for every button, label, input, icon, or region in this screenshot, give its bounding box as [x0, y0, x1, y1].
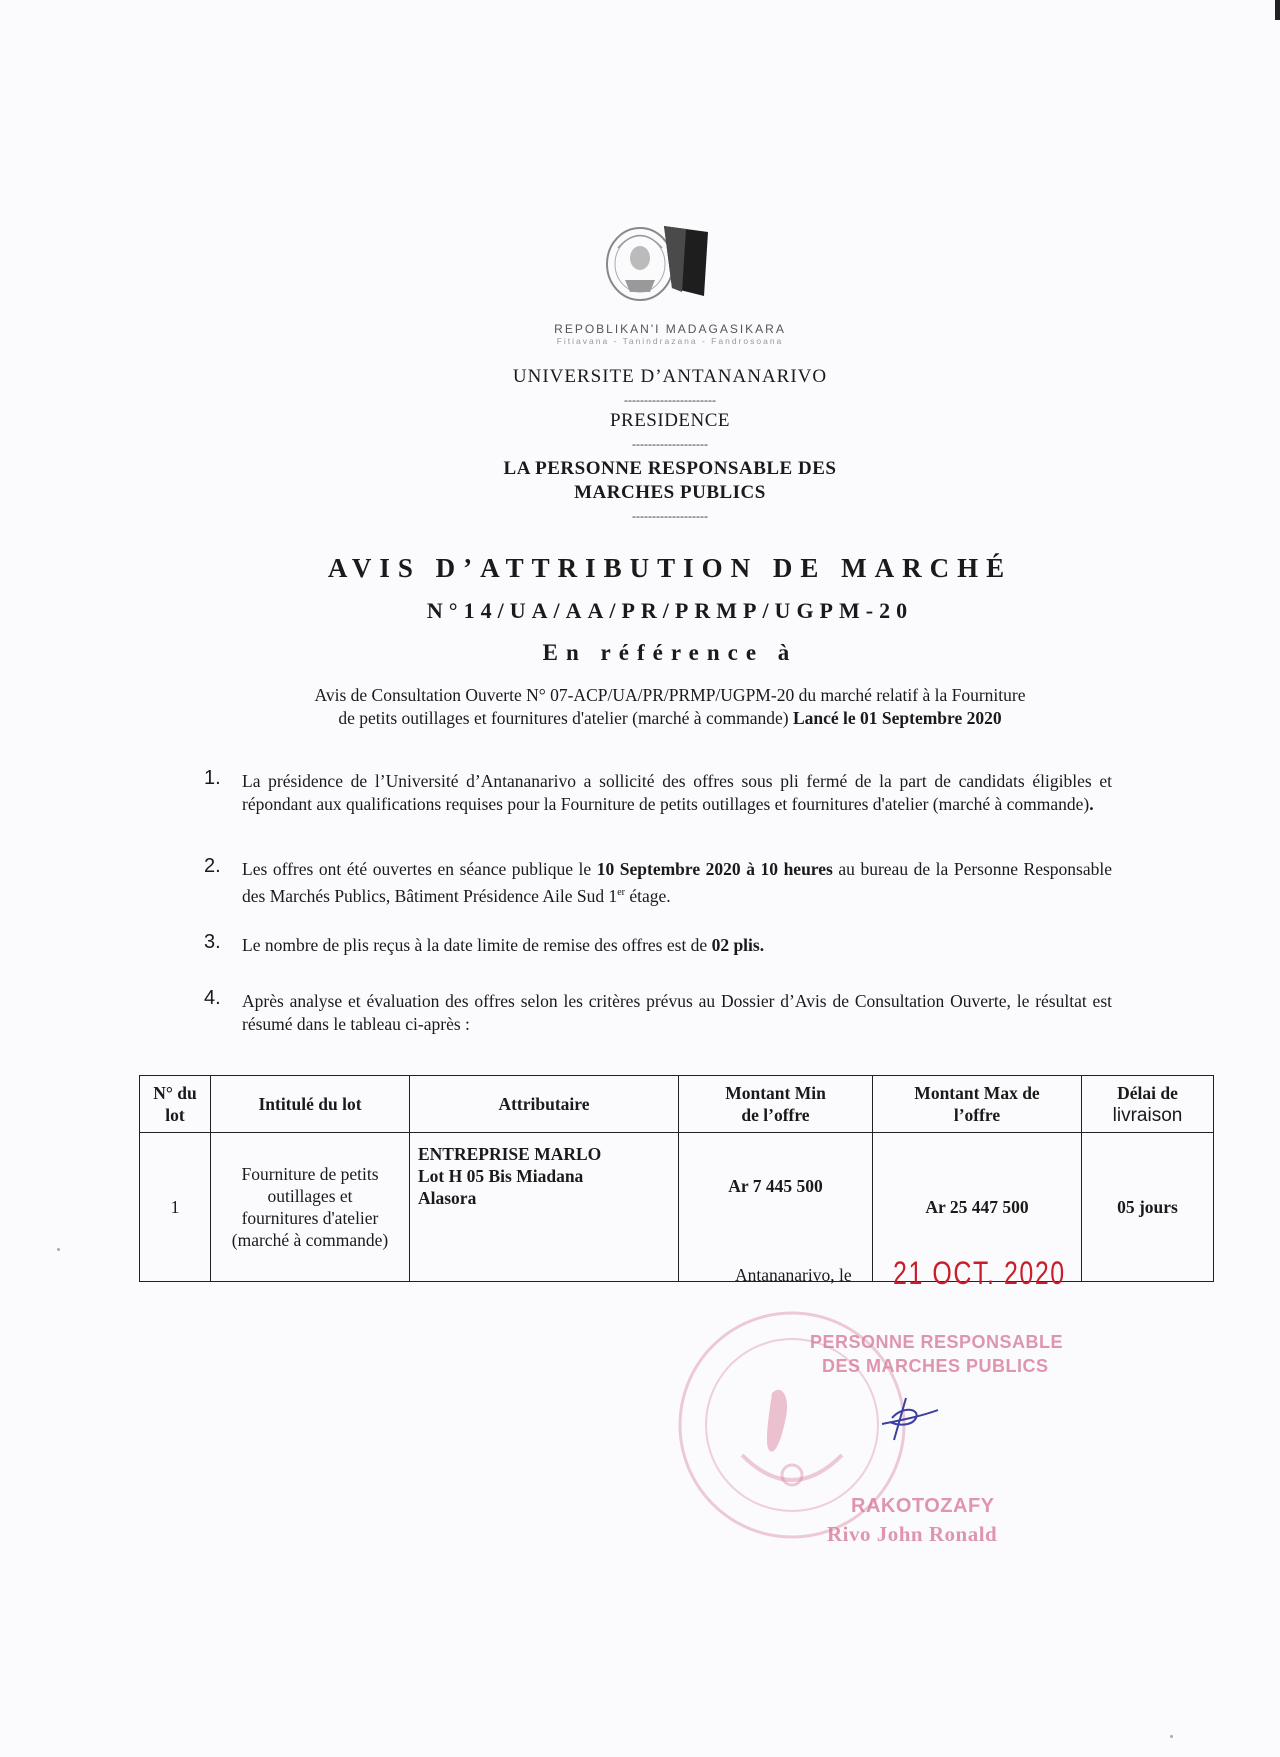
madagascar-emblem-icon — [600, 218, 728, 322]
scan-edge — [1275, 0, 1280, 20]
separator: ----------------------- — [624, 393, 716, 407]
reference-line2: de petits outillages et fournitures d'atelier (marché à commande) Lancé le 01 Septembre 2020 — [338, 708, 1002, 728]
republic-name: REPOBLIKAN'I MADAGASIKARA — [554, 322, 786, 336]
list-text: Les offres ont été ouvertes en séance publique le 10 Septembre 2020 à 10 heures au bureau de la Personne Responsable des Marchés Publics, Bâtiment Présidence Aile Sud 1er étage. — [242, 859, 1113, 906]
header-montant-min: Montant Min de l’offre — [679, 1076, 873, 1133]
cell-intitule: Fourniture de petits outillages et fournitures d'atelier (marché à commande) — [211, 1133, 410, 1282]
prmp-title-line2: MARCHES PUBLICS — [574, 482, 766, 503]
stamp-title-line2: DES MARCHES PUBLICS — [822, 1356, 1049, 1376]
cell-montant-min: Ar 7 445 500 — [679, 1133, 873, 1282]
date-stamp: 21 OCT. 2020 — [893, 1255, 1066, 1291]
launch-date: Lancé le 01 Septembre 2020 — [792, 708, 1002, 728]
table-header-row — [140, 1076, 1214, 1133]
place-label: Antananarivo, le — [735, 1265, 852, 1285]
scan-speck — [1170, 1735, 1173, 1738]
bids-count: 02 plis. — [711, 935, 765, 955]
header-montant-max: Montant Max de l’offre — [873, 1076, 1082, 1133]
list-number: 1. — [204, 767, 221, 789]
cell-montant-max: Ar 25 447 500 — [873, 1133, 1082, 1282]
list-text: Après analyse et évaluation des offres selon les critères prévus au Dossier d’Avis de Consultation Ouverte, le résultat est résumé dans le tableau ci-après : — [242, 991, 1112, 1034]
separator: ------------------- — [632, 509, 708, 523]
list-number: 2. — [204, 855, 221, 877]
cell-attributaire: ENTREPRISE MARLO Lot H 05 Bis Miadana Alasora — [410, 1133, 679, 1282]
separator: ------------------- — [632, 437, 708, 451]
list-text: La présidence de l’Université d’Antananarivo a sollicité des offres sous pli fermé de la part de candidats éligibles et répondant aux qualifications requises pour la Fourniture de petits outillages et fournitures d'atelier (marché à commande). — [242, 771, 1112, 814]
prmp-title-line1: LA PERSONNE RESPONSABLE DES — [503, 458, 837, 479]
reference-line1: Avis de Consultation Ouverte N° 07-ACP/UA/PR/PRMP/UGPM-20 du marché relatif à la Fourniture — [314, 685, 1026, 705]
results-table — [139, 1075, 1214, 1282]
signature-icon — [872, 1390, 942, 1446]
header-delai: Délai de livraison — [1082, 1076, 1214, 1133]
university-name: UNIVERSITE D’ANTANANARIVO — [512, 366, 828, 387]
stamp-title-line1: PERSONNE RESPONSABLE — [810, 1332, 1064, 1352]
header-attributaire: Attributaire — [410, 1076, 679, 1133]
reference-paragraph — [240, 684, 1100, 730]
list-number: 4. — [204, 987, 221, 1009]
cell-lot: 1 — [140, 1133, 211, 1282]
presidence-label: PRESIDENCE — [609, 410, 731, 431]
scan-speck — [57, 1248, 60, 1251]
republic-motto: Fitiavana - Tanindrazana - Fandrosoana — [556, 336, 784, 346]
document-number: N°14/UA/AA/PR/PRMP/UGPM-20 — [426, 598, 914, 623]
cell-delai: 05 jours — [1082, 1133, 1214, 1282]
reference-heading: En référence à — [542, 640, 798, 665]
stamp-name-line2: Rivo John Ronald — [827, 1522, 998, 1546]
list-number: 3. — [204, 931, 221, 953]
opening-date: 10 Septembre 2020 à 10 heures — [596, 859, 833, 879]
stamp-name-line1: RAKOTOZAFY — [851, 1495, 995, 1517]
list-text: Le nombre de plis reçus à la date limite de remise des offres est de 02 plis. — [242, 935, 765, 955]
header-lot: N° du lot — [140, 1076, 211, 1133]
header-intitule: Intitulé du lot — [211, 1076, 410, 1133]
document-title: AVIS D’ATTRIBUTION DE MARCHÉ — [327, 553, 1013, 583]
